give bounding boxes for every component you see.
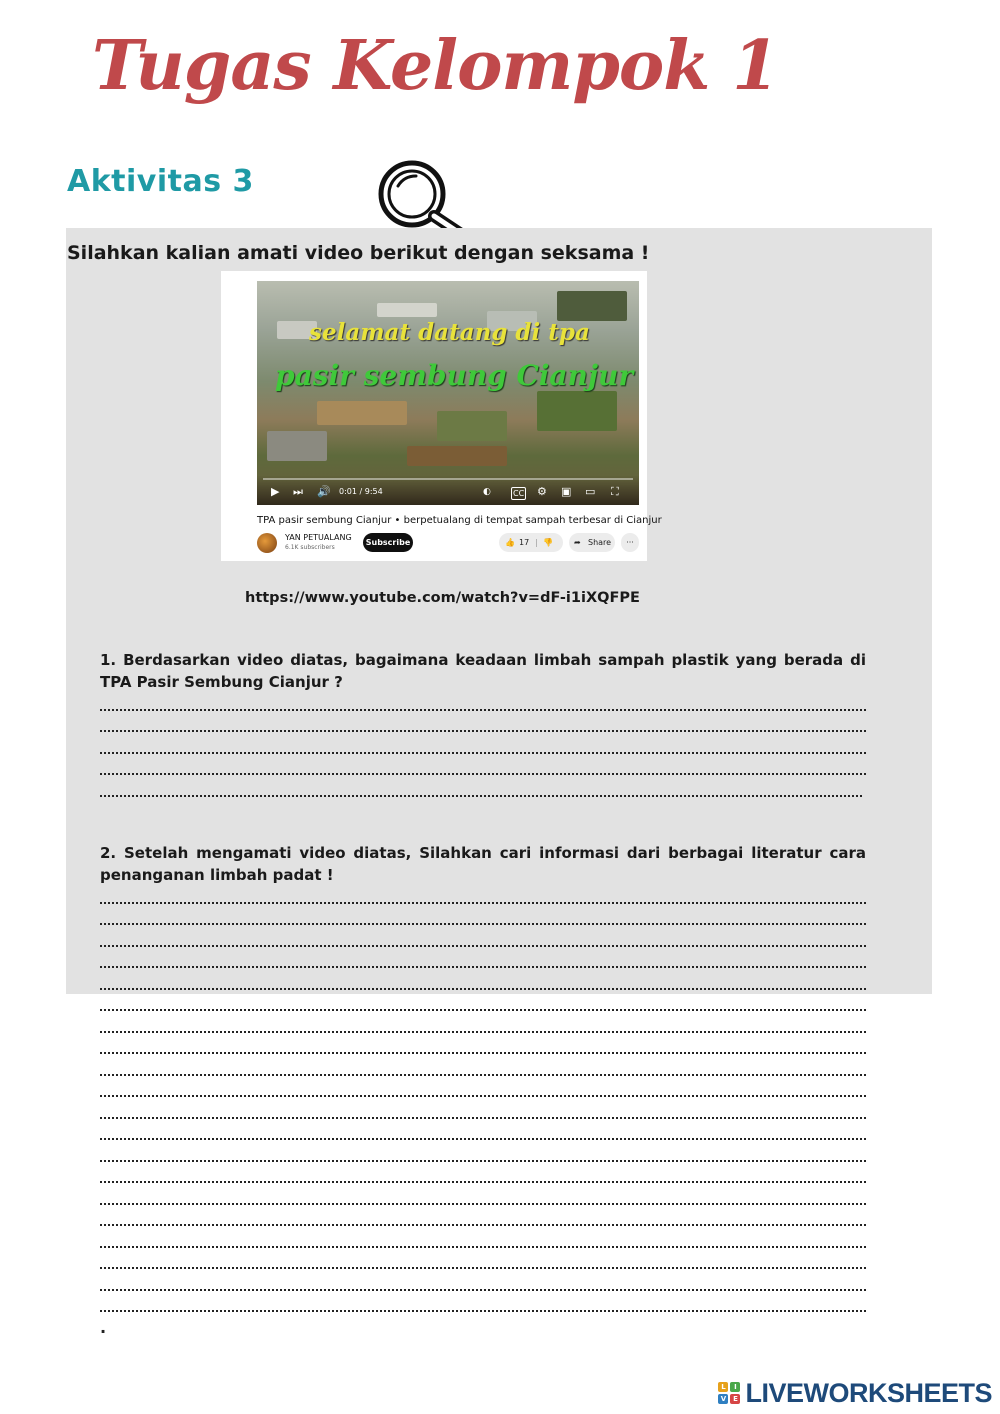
answer-line[interactable] — [100, 1226, 866, 1248]
answer-line[interactable] — [100, 711, 866, 733]
brand-text: LIVEWORKSHEETS — [745, 1378, 992, 1408]
answer-line[interactable] — [100, 990, 866, 1012]
volume-icon[interactable]: 🔊 — [317, 485, 331, 498]
share-arrow-icon: ➦ — [574, 538, 581, 547]
instruction-text: Silahkan kalian amati video berikut dengan seksama ! — [67, 242, 650, 264]
answer-line[interactable] — [100, 1162, 866, 1184]
answer-line[interactable] — [100, 882, 866, 904]
like-dislike-group[interactable]: 👍 17 | 👎 — [499, 533, 563, 552]
more-options-button[interactable]: ··· — [621, 533, 639, 552]
answer-line[interactable] — [100, 1119, 866, 1141]
captions-icon[interactable]: CC — [513, 489, 525, 498]
answer-line[interactable] — [100, 1291, 866, 1313]
miniplayer-icon[interactable]: ▣ — [561, 485, 572, 498]
video-controls — [257, 475, 639, 505]
answer-line[interactable] — [100, 947, 866, 969]
answer-line[interactable] — [100, 1205, 866, 1227]
answer-line[interactable] — [100, 1076, 866, 1098]
question-2: 2. Setelah mengamati video diatas, Silahkan cari informasi dari berbagai literatur cara penanganan limbah padat ! — [100, 844, 866, 884]
play-icon[interactable]: ▶ — [271, 485, 280, 498]
answer-line[interactable] — [100, 1054, 866, 1076]
answer-area-1[interactable] — [100, 689, 866, 797]
video-title[interactable]: TPA pasir sembung Cianjur • berpetualang di tempat sampah terbesar di Cianjur — [257, 515, 662, 526]
share-label: Share — [588, 538, 612, 547]
answer-line[interactable] — [100, 1097, 866, 1119]
thumbs-up-icon[interactable]: 👍 — [505, 538, 515, 547]
answer-line[interactable] — [100, 689, 866, 711]
answer-line[interactable] — [100, 1011, 866, 1033]
video-thumbnail[interactable] — [257, 281, 639, 505]
liveworksheets-branding — [718, 1378, 992, 1409]
channel-name[interactable]: YAN PETUALANG — [285, 533, 352, 542]
answer-line[interactable] — [100, 904, 866, 926]
answer-line[interactable] — [100, 1140, 866, 1162]
settings-gear-icon[interactable]: ⚙ — [537, 485, 547, 498]
end-mark: . — [100, 1318, 107, 1337]
video-overlay-text-2: pasir sembung Cianjur — [275, 359, 634, 392]
answer-line[interactable] — [100, 732, 866, 754]
answer-line[interactable] — [100, 1269, 866, 1291]
theater-mode-icon[interactable]: ▭ — [585, 485, 596, 498]
subscribe-button[interactable]: Subscribe — [363, 533, 413, 552]
answer-line[interactable] — [100, 925, 866, 947]
thumbs-down-icon[interactable]: 👎 — [543, 538, 553, 547]
video-overlay-text-1: selamat datang di tpa — [309, 319, 590, 346]
answer-line[interactable] — [100, 775, 862, 797]
channel-avatar[interactable] — [257, 533, 277, 553]
like-count: 17 — [519, 538, 530, 547]
subscriber-count: 6.1K subscribers — [285, 544, 335, 551]
video-url[interactable]: https://www.youtube.com/watch?v=dF-i1iXQFPE — [245, 590, 640, 606]
youtube-video-card[interactable] — [221, 271, 662, 561]
fullscreen-icon[interactable]: ⛶ — [611, 485, 619, 498]
autoplay-toggle-icon[interactable]: ◐ — [483, 487, 491, 497]
answer-area-2[interactable] — [100, 882, 866, 1312]
answer-line[interactable] — [100, 754, 866, 776]
answer-line[interactable] — [100, 1248, 866, 1270]
next-icon[interactable]: ⏭ — [293, 485, 303, 498]
question-1: 1. Berdasarkan video diatas, bagaimana keadaan limbah sampah plastik yang berada di TPA Pasir Sembung Cianjur ? — [100, 651, 866, 691]
liveworksheets-logo-icon: L I V E — [718, 1382, 742, 1406]
share-button[interactable] — [569, 533, 615, 552]
answer-line[interactable] — [100, 1183, 866, 1205]
activity-heading: Aktivitas 3 — [67, 164, 254, 199]
video-time: 0:01 / 9:54 — [339, 487, 383, 496]
video-progress-bar[interactable] — [263, 478, 633, 480]
answer-line[interactable] — [100, 1033, 866, 1055]
worksheet-title: Tugas Kelompok 1 — [92, 26, 779, 106]
answer-line[interactable] — [100, 968, 866, 990]
